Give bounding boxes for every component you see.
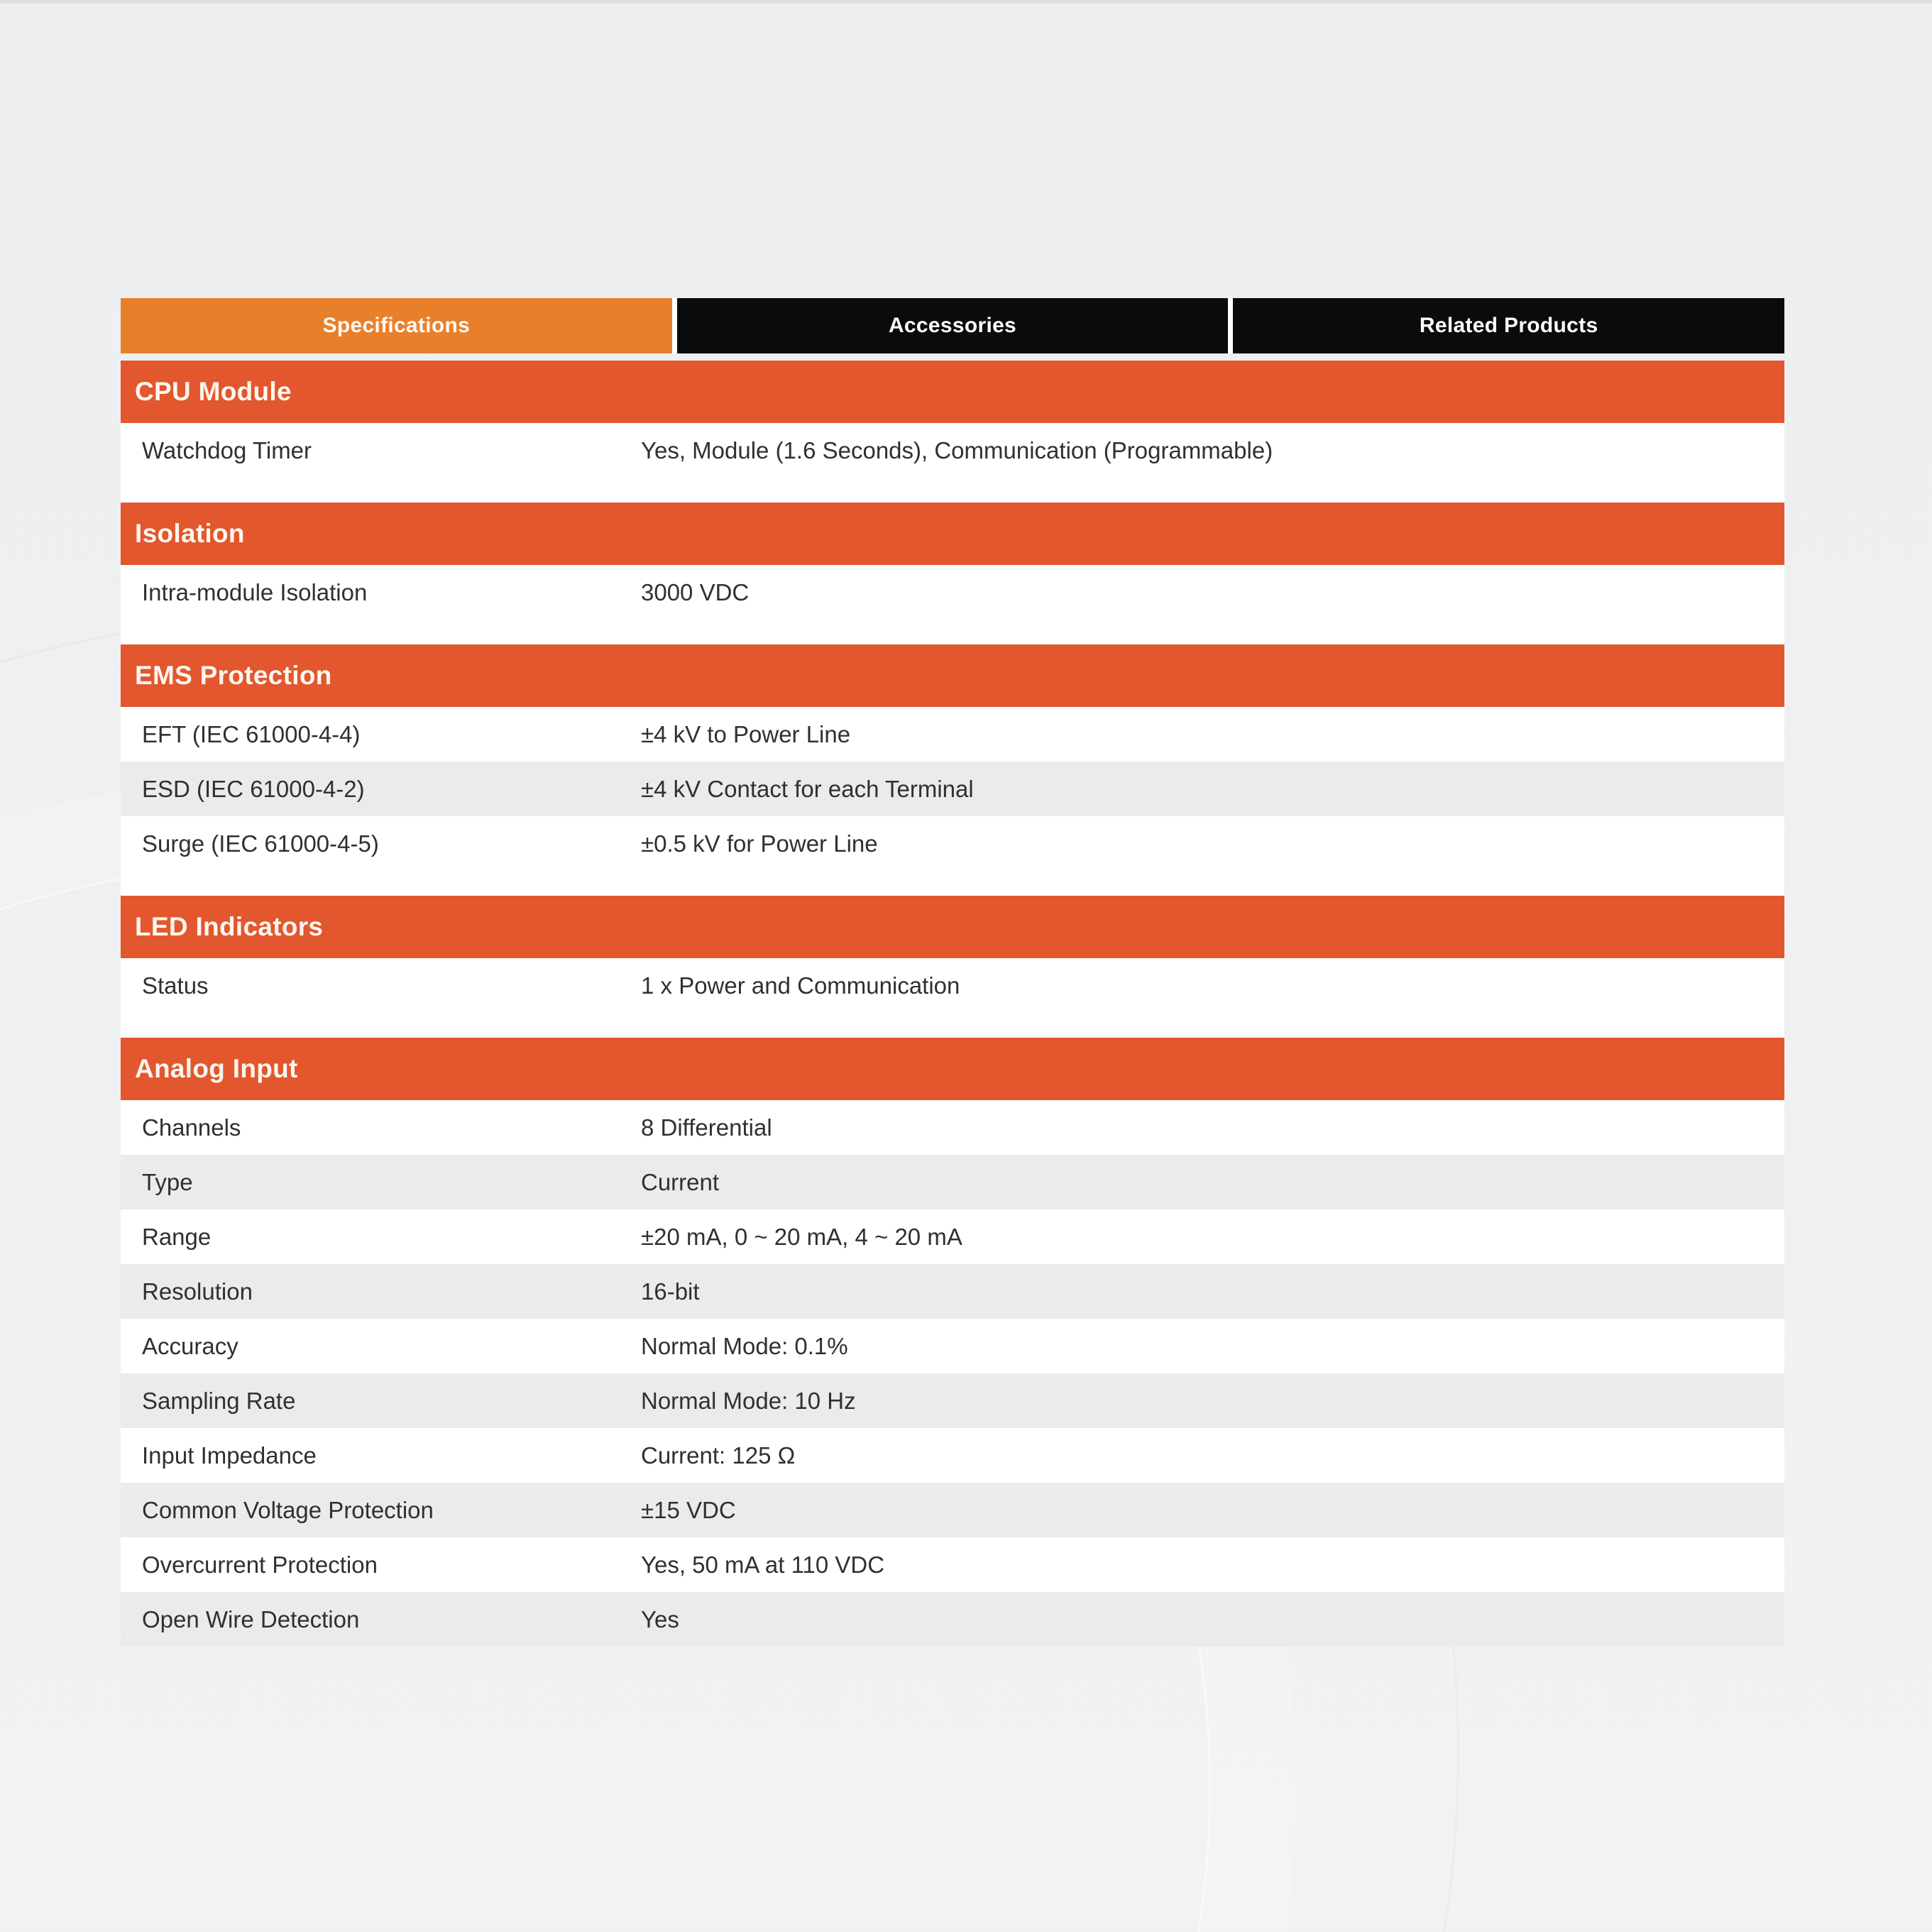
spec-label: Range [142,1223,212,1250]
spec-value: ±20 mA, 0 ~ 20 mA, 4 ~ 20 mA [641,1223,962,1250]
section-rows [121,423,1784,503]
spec-label: Intra-module Isolation [142,578,368,605]
section-rows [121,565,1784,644]
section-analog-input [121,1038,1784,1647]
section-isolation [121,503,1784,644]
spec-label: Type [142,1168,193,1195]
page-top-divider [0,0,1932,4]
spec-row-resolution [121,1264,1784,1319]
tab-specifications[interactable]: Specifications [121,298,672,353]
tab-accessories[interactable]: Accessories [677,298,1229,353]
spec-value: 16-bit [641,1278,700,1305]
spec-label: EFT (IEC 61000-4-4) [142,720,361,747]
spec-label: Common Voltage Protection [142,1496,434,1523]
spec-row-intra-module-isolation [121,565,1784,620]
section-header-ems-protection: EMS Protection [121,644,1784,707]
section-header-led-indicators: LED Indicators [121,896,1784,958]
spec-label: Overcurrent Protection [142,1551,378,1578]
spec-label: Watchdog Timer [142,437,312,463]
section-rows [121,707,1784,896]
section-rows [121,1100,1784,1647]
tab-related-products[interactable]: Related Products [1233,298,1784,353]
spec-row-range [121,1209,1784,1264]
spec-label: Input Impedance [142,1442,317,1469]
spec-value: ±4 kV to Power Line [641,720,851,747]
section-ems-protection [121,644,1784,896]
section-cpu-module [121,361,1784,503]
spec-label: Channels [142,1114,241,1141]
section-header-cpu-module: CPU Module [121,361,1784,423]
spec-row-channels [121,1100,1784,1155]
spec-label: Open Wire Detection [142,1606,360,1632]
spec-value: Normal Mode: 0.1% [641,1332,848,1359]
spec-value: ±15 VDC [641,1496,736,1523]
spec-value: ±0.5 kV for Power Line [641,830,878,857]
specifications-panel [121,298,1784,1647]
spec-row-input-impedance [121,1428,1784,1483]
spec-label: ESD (IEC 61000-4-2) [142,775,365,802]
spec-row-watchdog-timer [121,423,1784,478]
spec-value: Current [641,1168,720,1195]
spec-label: Surge (IEC 61000-4-5) [142,830,379,857]
spec-row-common-voltage-protection [121,1483,1784,1537]
section-header-analog-input: Analog Input [121,1038,1784,1100]
spec-row-eft-iec-61000-4-4 [121,707,1784,762]
spec-row-esd-iec-61000-4-2 [121,762,1784,816]
spec-value: 1 x Power and Communication [641,972,960,999]
section-header-isolation: Isolation [121,503,1784,565]
spec-label: Status [142,972,209,999]
spec-value: 3000 VDC [641,578,750,605]
spec-value: 8 Differential [641,1114,772,1141]
spec-value: Yes, 50 mA at 110 VDC [641,1551,885,1578]
spec-value: Yes [641,1606,679,1632]
spec-label: Resolution [142,1278,253,1305]
spec-row-open-wire-detection [121,1592,1784,1647]
section-rows [121,958,1784,1038]
spec-row-type [121,1155,1784,1209]
spec-value: Yes, Module (1.6 Seconds), Communication (Programmable) [641,437,1273,463]
spec-row-accuracy [121,1319,1784,1373]
section-led-indicators [121,896,1784,1038]
spec-value: Current: 125 Ω [641,1442,796,1469]
spec-row-overcurrent-protection [121,1537,1784,1592]
spec-row-sampling-rate [121,1373,1784,1428]
tab-bar [121,298,1784,353]
spec-value: ±4 kV Contact for each Terminal [641,775,974,802]
spec-label: Sampling Rate [142,1387,296,1414]
spec-row-surge-iec-61000-4-5 [121,816,1784,871]
spec-value: Normal Mode: 10 Hz [641,1387,856,1414]
spec-row-status [121,958,1784,1013]
spec-table [121,361,1784,1647]
spec-label: Accuracy [142,1332,238,1359]
